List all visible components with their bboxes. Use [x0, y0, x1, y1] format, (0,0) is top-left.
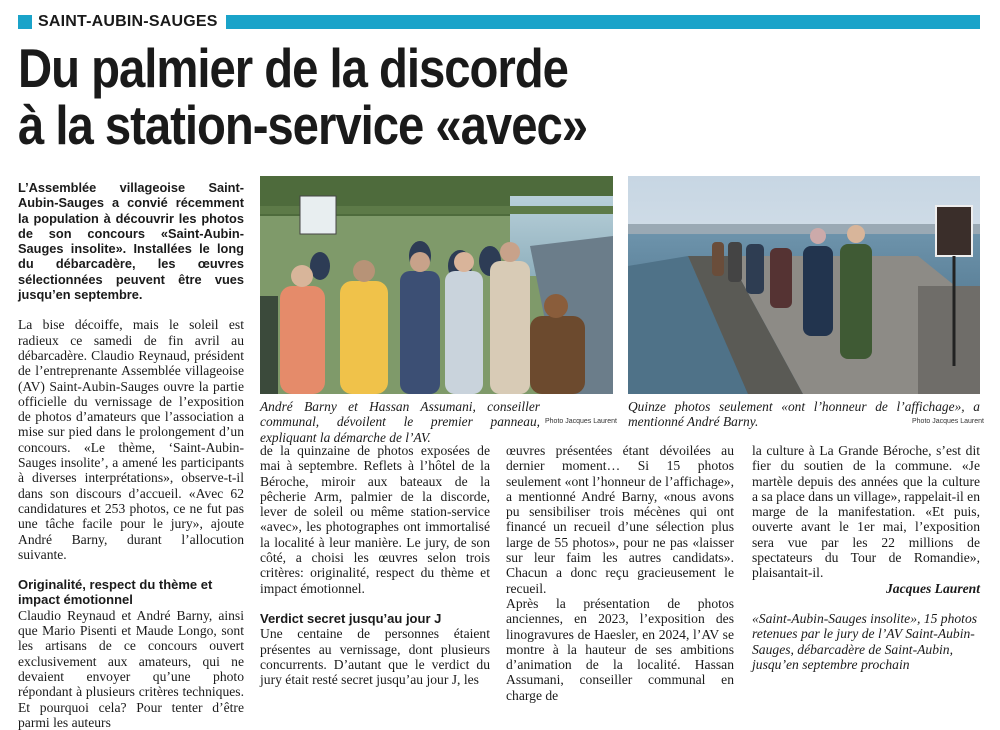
- headline-line-1: Du palmier de la discorde: [18, 37, 568, 99]
- photo-crowd-image: [260, 176, 613, 394]
- column-4: [752, 443, 980, 672]
- photo-caption: André Barny et Hassan Assumani, conseiller communal, dévoilent le premier panneau, expliquant la démarche de l’AV.: [260, 399, 540, 445]
- photo-pier-image: [628, 176, 980, 394]
- body-paragraph: Claudio Reynaud et André Barny, ainsi que Mario Pisenti et Maude Longo, sont les artisans de ce concours ouvert exclusivement aux amateurs, qui ne devaient envoyer qu’une photo répondant à plusieurs critères techniques. Et pourquoi cela? Pour tenter d’être parmi les auteurs: [18, 607, 244, 730]
- body-paragraph: la culture à La Grande Béroche, s’est dit fier du soutien de la commune. «Je martèle depuis des années que la culture a sa place dans un village», rappelait-il en marge de la manifestation. «Et puis, ouverte avant le 1er mai, l’exposition sera vue par les 22 millions de spectateurs du Tour de Romandie», plaisantait-il.: [752, 443, 980, 581]
- subheading: Verdict secret jusqu’au jour J: [260, 610, 442, 626]
- column-1: [18, 180, 244, 730]
- photo-vernissage-crowd: [260, 176, 613, 394]
- body-paragraph: La bise décoiffe, mais le soleil est radieux ce samedi de fin avril au débarcadère. Claudio Reynaud, président de l’entreprenante Assemblée villageoise (AV) Saint-Aubin-Sauges ouvre la partie officielle du vernissage de l’exposition de photos d’amateurs que l’association a mise sur pied dans le prolongement d’un concours. «Le thème, ‘Saint-Aubin-Sauges insolite’, a amené les participants à diverses interprétations», observe-t-il dans son discours d’accueil. «Avec 62 candidatures et 253 photos, ce ne fut pas une tâche facile pour le jury», ajoute André Barny, durant l’allocution suivante.: [18, 317, 244, 562]
- exhibition-info: «Saint-Aubin-Sauges insolite», 15 photos retenues par le jury de l’AV Saint-Aubin-Sauges, débarcadère de Saint-Aubin, jusqu’en septembre prochain: [752, 610, 978, 672]
- subheading: Originalité, respect du thème et impact émotionnel: [18, 577, 213, 608]
- rubric-bar: [226, 15, 980, 29]
- photo-pier-exhibition: [628, 176, 980, 394]
- headline-line-2: à la station-service «avec»: [18, 94, 588, 156]
- rubric-square: [18, 15, 32, 29]
- headline: [18, 37, 844, 156]
- body-paragraph: Après la présentation de photos anciennes, en 2023, l’exposition des linogravures de Haesler, en 2024, l’AV se montre à la hauteur de ses ambitions d’animation de la localité. Hassan Assumani, conseiller communal en charge de: [506, 595, 734, 703]
- rubric-label: SAINT-AUBIN-SAUGES: [38, 13, 218, 30]
- column-3: [506, 443, 734, 703]
- photo-caption: Quinze photos seulement «ont l’honneur de l’affichage», a mentionné André Barny.: [628, 399, 980, 430]
- photo-credit: Photo Jacques Laurent: [545, 418, 617, 425]
- author-signature: Jacques Laurent: [885, 580, 980, 596]
- section-rubric: [18, 13, 980, 31]
- body-paragraph: de la quinzaine de photos exposées de mai à septembre. Reflets à l’hôtel de la Béroche, miroir aux bateaux de la pêcherie Arm, palmier de la discorde, lever de soleil ou même station-service «avec», les photographes ont immortalisé la localité à leur manière. Le jury, de son côté, a choisi les œuvres selon trois critères: originalité, respect du thème et impact émotionnel.: [260, 443, 490, 596]
- photo-credit: Photo Jacques Laurent: [912, 418, 984, 425]
- body-paragraph: Une centaine de personnes étaient présentes au vernissage, dont plusieurs concurrents. D’autant que le verdict du jury était resté secret jusqu’au jour J, les: [260, 626, 490, 688]
- body-paragraph: œuvres présentées étant dévoilées au dernier moment… Si 15 photos seulement «ont l’honneur de l’affichage», a mentionné André Barny, «nous avons pu sensibiliser trois mécènes qui ont financé un recueil d’une sélection plus large de 55 photos», pour ne pas «laisser sur leur faim les autres candidats». Chacun a donc reçu gracieusement le recueil.: [506, 443, 734, 596]
- column-2: [260, 443, 490, 687]
- lead-paragraph: L’Assemblée villageoise Saint-Aubin-Sauges a convié récemment la population à découvrir les photos de son concours «Saint-Aubin-Sauges insolite». Installées le long du débarcadère, les œuvres sélectionnées peuvent être vues jusqu’en septembre.: [18, 180, 244, 303]
